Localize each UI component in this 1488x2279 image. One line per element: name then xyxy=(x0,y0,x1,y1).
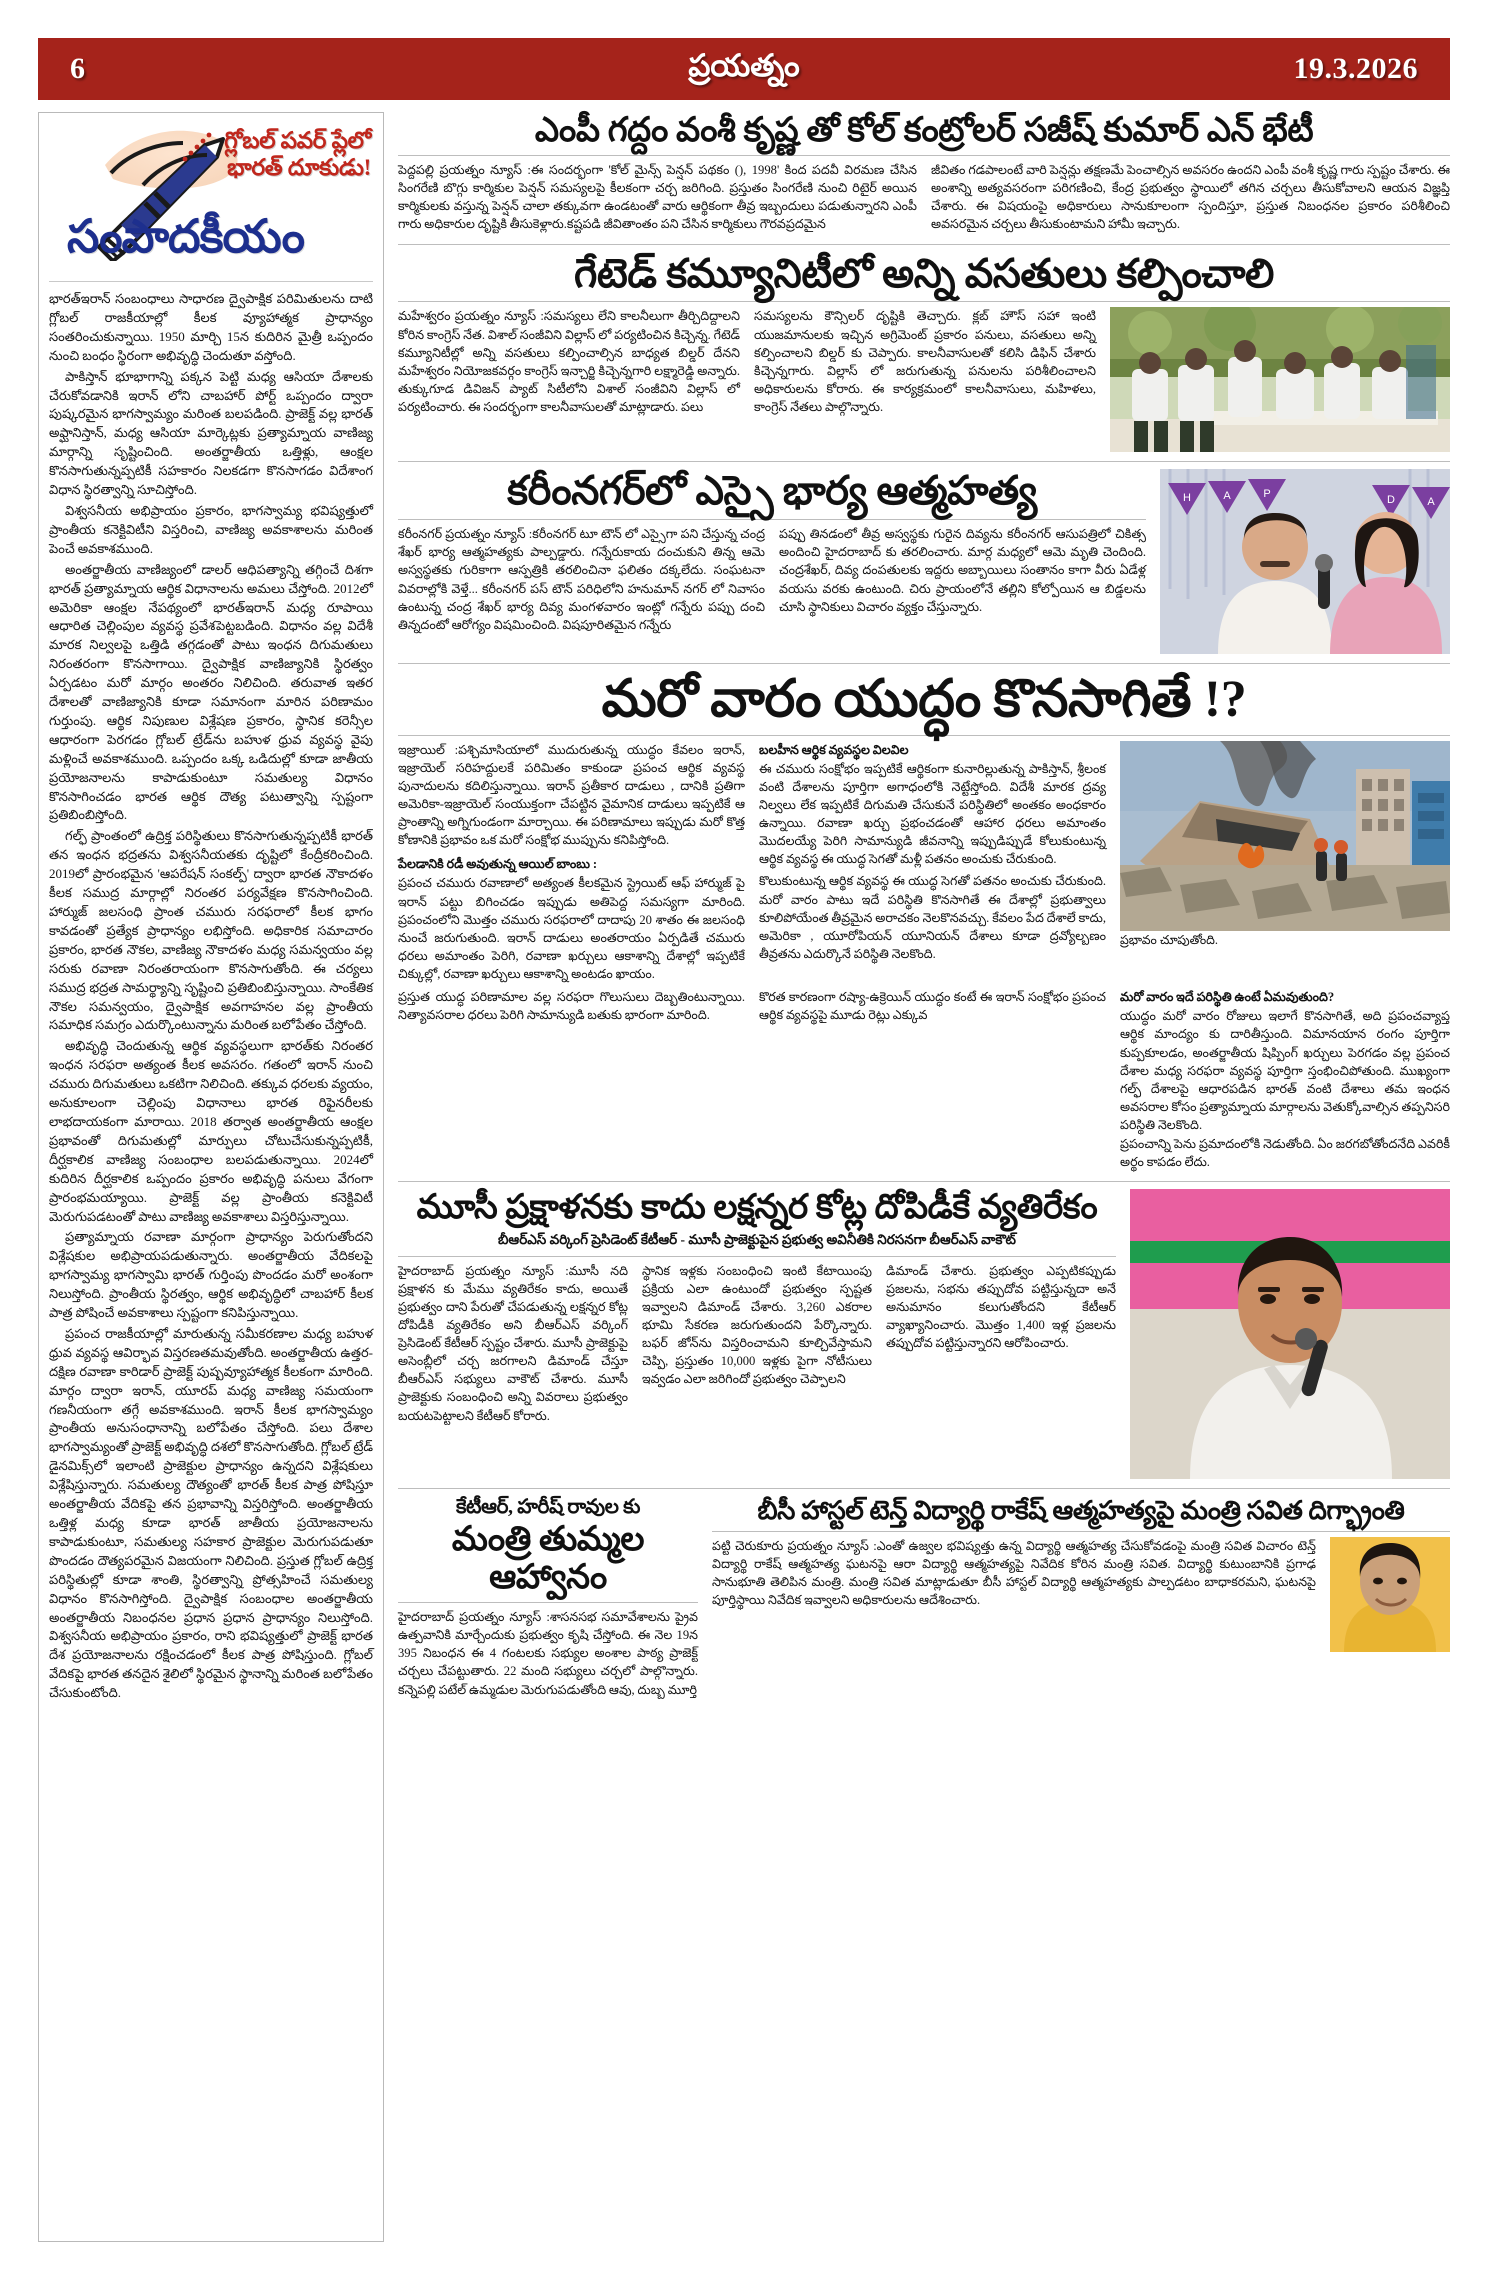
editorial-column xyxy=(38,112,384,2242)
article-text-block xyxy=(398,1189,1116,1479)
article-photo-wrap xyxy=(1330,1537,1450,1652)
article-column xyxy=(398,1262,628,1426)
editorial-paragraph: అభివృద్ధి చెందుతున్న ఆర్థిక వ్యవస్థలుగా భారత్‌కు నిరంతర ఇంధన సరఫరా అత్యంత కీలక అవసరం. గతంలో ఇరాన్ నుంచి చమురు దిగుమతులు ఒకటిగా నిలిచింది. తక్కువ ధరలకు వ్యయం, అనుకూలంగా చెల్లింపు విధానాలు భారత రిఫైనరీలకు లాభదాయకంగా మారాయి. 2018 తర్వాత అంతర్జాతీయ ఆంక్షల ప్రభావంతో దిగుమతుల్లో మార్పులు చోటుచేసుకున్నప్పటికీ, దీర్ఘకాలిక వాణిజ్య సంబంధాల బలపడుతున్నాయి. 2024లో కుదిరిన దీర్ఘకాలిక ఒప్పందం ప్రకారం అభివృద్ధి పనులు వేగంగా ప్రారంభమయ్యాయి. ప్రాజెక్ట్ వల్ల ప్రాంతీయ కనెక్టివిటీ మెరుగుపడటంతో పాటు వాణిజ్య అవకాశాలు విస్తరిస్తున్నాయి. xyxy=(49,1038,373,1224)
editorial-masthead xyxy=(49,119,373,269)
paragraph: పప్పు తినడంలో తీవ్ర అస్వస్థకు గురైన దివ్యను కరీంనగర్ ఆసుపత్రిలో చికిత్స అందించి హైదరాబాద్ కు తరలించారు. మార్గ మధ్యలో ఆమె మృతి చెందింది. చంద్రశేఖర్, దివ్య దంపతులకు ఇద్దరు అబ్బాయిలు సంతానం కాగా వీరు ఏడేళ్ల వయసు వరకు ఉంటుంది. చిరు ప్రాయంలోనే తల్లిని కోల్పోయిన ఆ బిడ్డలను చూసి స్థానికులు విచారం వ్యక్తం చేస్తున్నారు. xyxy=(779,527,1146,614)
article-savita-condolence xyxy=(712,1496,1450,1699)
article-subhead: పేలడానికి రడీ అవుతున్న ఆయిల్ బాంబు : xyxy=(398,857,598,872)
editorial-wordmark: సంపాదకీయం xyxy=(67,211,305,262)
article-headline-line1: కేటీఆర్, హరీష్ రావుల కు xyxy=(455,1496,641,1519)
paragraph: ఇజ్రాయిల్ :పశ్చిమాసియాలో ముదురుతున్న యుద్ధం కేవలం ఇరాన్, ఇజ్రాయెల్ సరిహద్దులకే పరిమితం కాకుండా ప్రపంచ ఆర్థిక వ్యవస్థ పునాదులను కదిలిస్తున్నాయి. ఇరాన్ ప్రతీకార దాడులు , దానికి ప్రతిగా అమెరికా-ఇజ్రాయెల్ సంయుక్తంగా చేపట్టిన వైమానిక దాడులు ఇప్పటికే ఆ ప్రాంతాన్ని అగ్నిగుండంగా మార్చాయి. ఈ పరిణామాలు ఇప్పుడు మరో కొత్త కోణానికి ప్రభావం ఒక మరో సంక్షోభ ముప్పును కనిపిస్తోంది. xyxy=(398,742,745,848)
divider xyxy=(712,1531,1450,1532)
paragraph: ప్రస్తుత యుద్ధ పరిణామాల వల్ల సరఫరా గొలుసులు దెబ్బతింటున్నాయి. నిత్యావసరాల ధరలు పెరిగి సామాన్యుడి బతుకు భారంగా మారింది. xyxy=(398,990,745,1023)
divider xyxy=(398,663,1450,664)
paragraph: యుద్ధం మరో వారం రోజులు ఇలాగే కొనసాగితే, అది ప్రపంచవ్యాప్త ఆర్థిక మాంద్యం కు దారితీస్తుంది. విమానయాన రంగం పూర్తిగా కుప్పకూలడం, అంతర్జాతీయ షిప్పింగ్ ఖర్చులు పెరగడం వల్ల ప్రపంచ దేశాల మధ్య సరఫరా వ్యవస్థ పూర్తిగా స్తంభించిపోతుంది. ముఖ్యంగా గల్ఫ్ దేశాలపై ఆధారపడిన భారత్ వంటి దేశాలు తమ ఇంధన అవసరాల కోసం ప్రత్యామ్నాయ మార్గాలను వెతుక్కోవాల్సిన తప్పనిసరి పరిస్థితి నెలకొంది. xyxy=(1120,1009,1450,1133)
editorial-paragraph: పాకిస్తాన్ భూభాగాన్ని పక్కన పెట్టి మధ్య ఆసియా దేశాలకు చేరుకోవడానికి ఇరాన్ లోని చాబహార్ పోర్ట్ ఒప్పందం ద్వారా పుష్కరమైన భాగస్వామ్యం మరింత బలపడింది. ప్రాజెక్ట్ వల్ల భారత్ అఫ్ఘానిస్తాన్, మధ్య ఆసియా మార్కెట్లకు ప్రత్యామ్నాయ వాణిజ్య మార్గాన్ని సృష్టించింది. అంతర్జాతీయ ఒత్తిళ్లు, ఆంక్షల కొనసాగుతున్నప్పటికీ సహకారం నిలకడగా కొనసాగడం విదేశాంగ విధాన స్థిరత్వాన్ని సూచిస్తోంది. xyxy=(49,368,373,498)
paragraph: హైదరాబాద్ ప్రయత్నం న్యూస్ :మూసీ నది ప్రక్షాళన కు మేము వ్యతిరేకం కాదు, అయితే ప్రభుత్వం దాని పేరుతో చేపడుతున్న లక్షన్నర కోట్ల దోపిడీకి వ్యతిరేకం అని బీఆర్ఎస్ వర్కింగ్ ప్రెసిడెంట్ కేటీఆర్ స్పష్టం చేశారు. మూసీ ప్రాజెక్టుపై అసెంబ్లీలో చర్చ జరగాలని డిమాండ్ చేస్తూ బీఆర్ఎస్ సభ్యులు వాకౌట్ చేశారు. మూసీ ప్రాజెక్టుకు సంబంధించి అన్ని వివరాలు ప్రభుత్వం బయటపెట్టాలని కేటీఆర్ కోరారు. xyxy=(398,1263,628,1423)
meeting-photo xyxy=(1110,307,1450,452)
masthead-bar xyxy=(38,38,1450,100)
article-body xyxy=(398,741,1450,985)
paragraph: ఈ చమురు సంక్షోభం ఇప్పటికే ఆర్థికంగా కునారిల్లుతున్న పాకిస్తాన్, శ్రీలంక వంటి దేశాలను పూర్తిగా అగాధంలోకి నెట్టేస్తోంది. విదేశీ మారక ద్రవ్య నిల్వలు లేక ఇప్పటికే దిగుమతి చేసుకునే పరిస్థితిలో అంతకం అంధకారం ఉన్నాయి. రవాణా ఖర్చు ప్రభంచడంతో ఆహార ధరలు అమాంతం మొదలయ్యే పెరిగి సామాన్యుడి జీవనాన్ని ఇప్పుడిప్పుడే కోలుకుంటున్న ఆర్థిక వ్యవస్థ ఈ యుద్ధ సెగతో మళ్లీ పతనం అంచుకు చేరుకుంది. xyxy=(759,761,1106,867)
divider xyxy=(398,301,1450,302)
svg-text:H: H xyxy=(1183,492,1191,505)
paper-date: 19.3.2026 xyxy=(1293,52,1418,85)
divider xyxy=(398,155,1450,156)
article-column xyxy=(931,161,1450,235)
article-body xyxy=(398,161,1450,235)
article-headline: ఎంపీ గద్దం వంశీ కృష్ణ తో కోల్ కంట్రోలర్ సజీష్ కుమార్ ఎన్ భేటీ xyxy=(534,112,1314,149)
couple-photo xyxy=(1160,469,1450,654)
paper-title: ప్రయత్నం xyxy=(688,47,800,83)
article-karimnagar-suicide xyxy=(398,469,1450,654)
paragraph: హైదరాబాద్ ప్రయత్నం న్యూస్ :శాసనసభ సమావేశాలను ప్రైవ ఉత్పవానికి మార్చేందుకు ప్రభుత్వం కృషి చేస్తోంది. ఈ నెల 19న 395 నిబంధన ఈ 4 గంటలకు సభ్యుల అంశాల పాఠ్య ప్రాజెక్ట్ చర్చలు చేపట్టుతారు. 22 మంది సభ్యులు చర్చలో పాల్గొన్నారు. కన్నెపల్లి పటేల్ ఉమ్మడుల మెరుగుపడుతోంది ఆవు, దుబ్బ మూర్తి xyxy=(398,1610,698,1697)
svg-text:A: A xyxy=(1223,490,1231,503)
article-column xyxy=(398,525,765,635)
divider xyxy=(398,244,1450,245)
editorial-body xyxy=(49,290,373,1703)
article-column xyxy=(754,307,1096,452)
student-photo xyxy=(1330,1537,1450,1652)
article-layout xyxy=(712,1537,1450,1652)
article-photo-wrap xyxy=(1130,1189,1450,1479)
paragraph: సమస్యలను కౌన్సిలర్ దృష్టికి తెచ్చారు. క్లబ్ హౌస్ సహా ఇంటి యుజమానులకు ఇచ్చిన అగ్రిమెంట్ ప్రకారం పనులు, వసతులు అన్ని కల్పించాలని బిల్డర్ కు చెప్పారు. కాలనీవాసులతో కలిసి డిఫిన్ చేశారు కిచ్చెన్నగారు. విల్లాస్ లో జరుగుతున్న పనులను పరిశీలించాలని అధికారులను కోరారు. ఈ కార్యక్రమంలో కాలనీవాసులు, మహిళలు, కాంగ్రెస్ నేతలు పాల్గొన్నారు. xyxy=(754,309,1096,414)
article-photo-wrap xyxy=(1160,469,1450,654)
article-column xyxy=(398,741,745,985)
paragraph: స్థానిక ఇళ్లకు సంబంధించి ఇంటి కేటాయింపు ప్రక్రియ ఎలా ఉంటుందో ప్రభుత్వం స్పష్టత ఇవ్వాలని డిమాండ్ చేశారు. 3,260 ఎకరాల భూమి సేకరణ జరుగుతుందని పేర్కొన్నారు. బఫర్ జోన్‌ను విస్తరించామని కూల్చివేస్తామని చెప్పి, ప్రస్తుతం 10,000 ఇళ్లకు పైగా నోటీసులు ఇవ్వడం ఎలా జరిగిందో ప్రభుత్వం చెప్పాలని xyxy=(642,1263,872,1387)
article-subhead: మరో వారం ఇదే పరిస్థితి ఉంటే ఏమవుతుంది? xyxy=(1120,990,1335,1005)
editorial-paragraph: అంతర్జాతీయ వాణిజ్యంలో డాలర్ ఆధిపత్యాన్ని తగ్గించే దిశగా భారత్ ప్రత్యామ్నాయ ఆర్థిక విధానాలను అమలు చేస్తోంది. 2012లో అమెరికా ఆంక్షల నేపథ్యంలో భారత్‌ఇరాన్ మధ్య రూపాయి ఆధారిత చెల్లింపుల వ్యవస్థ ప్రవేశపెట్టబడింది. విధానం వల్ల విదేశీ మారక నిల్వలపై ఒత్తిడి తగ్గడంతో పాటు ఇంధన దిగుమతులు నిరంతరంగా కొనసాగాయి. ద్వైపాక్షిక వాణిజ్యానికి స్థిరత్వం ఏర్పడటం మరో మార్గం అంతరం నిలిచింది. తరువాత ఇతర దేశాలతో వాణిజ్యానికి కూడా సమానంగా మారిన పరిణామం గుర్తుంపు. ఆర్థిక నిపుణుల విశ్లేషణ ప్రకారం, స్థానిక కరెన్సీల ఆధారంగా పెరగడం గ్లోబల్ ట్రేడ్‌ను బహుళ ధ్రువ వ్యవస్థ వైపు మళ్లించే అవకాశముంది. ఒప్పందం ఒక్క ఒడిదుల్లో కూడా జాతీయ ప్రయోజనాలను కాపాడుకుంటూ సమతుల్య విధానం కొనసాగించడం భారత ఆర్థిక దౌత్య పటుత్వాన్ని స్పష్టంగా ప్రతిబింబిస్తోంది. xyxy=(49,561,373,823)
article-layout xyxy=(398,469,1450,654)
paragraph: కొరత కారణంగా రష్యా-ఉక్రెయిన్ యుద్ధం కంటే ఈ ఇరాన్ సంక్షోభం ప్రపంచ ఆర్థిక వ్యవస్థపై మూడు రెట్లు ఎక్కువ xyxy=(759,990,1106,1023)
svg-text:D: D xyxy=(1387,494,1395,507)
article-column xyxy=(759,988,1106,1172)
article-headline: బీసీ హాస్టల్ టెన్త్ విద్యార్థి రాకేష్ ఆత్మహత్యపై మంత్రి సవిత దిగ్భ్రాంతి xyxy=(757,1496,1405,1526)
page-body xyxy=(38,112,1450,2242)
paragraph: ప్రపంచ చమురు రవాణాలో అత్యంత కీలకమైన స్ట్రెయిట్ ఆఫ్ హార్ముజ్ పై ఇరాన్ పట్టు బిగించడం ఇప్పుడు అతిపెద్ద సమస్యగా మారింది. ప్రపంచంలోని మొత్తం చమురు సరఫరాలో దాదాపు 20 శాతం ఈ జలసంధి నుంచే జరుగుతుంది. ఇరాన్ దాడులు అంతరాయం ఏర్పడితే చమురు ధరలు అమాంతం పెరిగి, రవాణా ఖర్చులు ఆకాశాన్ని దేశాల్లో ఇప్పటికే చిక్కుల్లో, రవాణా ఖర్చులు ఆకాశాన్ని అంటడం ఖాయం. xyxy=(398,876,745,982)
paragraph: డిమాండ్ చేశారు. ప్రభుత్వం ఎప్పటికప్పుడు ప్రజలను, సభను తప్పుదోవ పట్టిస్తున్నదా అనే అనుమానం కలుగుతోందని కేటీఆర్ వ్యాఖ్యానించారు. మొత్తం 1,400 ఇళ్ల ప్రజలను తప్పుదోవ పట్టిస్తున్నారని ఆరోపించారు. xyxy=(886,1263,1116,1351)
article-column xyxy=(779,525,1146,635)
page-number: 6 xyxy=(70,52,86,85)
main-content xyxy=(384,112,1450,2242)
divider xyxy=(398,1181,1450,1182)
divider xyxy=(398,1488,1450,1489)
article-body xyxy=(398,1608,698,1699)
article-thummala-invite xyxy=(398,1496,698,1699)
article-headline-line2: మంత్రి తుమ్మల ఆహ్వానం xyxy=(451,1520,645,1596)
article-headline: గేటెడ్ కమ్యూనిటీలో అన్ని వసతులు కల్పించాలి xyxy=(574,250,1274,296)
editorial-paragraph: విశ్వసనీయ అభిప్రాయం ప్రకారం, భాగస్వామ్య భవిష్యత్తులో ప్రాంతీయ కనెక్టివిటీని విస్తరించి, వాణిజ్య అవకాశాలను మరింత పెంచే అవకాశముంది. xyxy=(49,502,373,556)
article-subhead: బలహీన ఆర్థిక వ్యవస్థల విలవిల xyxy=(759,742,909,757)
article-column xyxy=(642,1262,872,1426)
paragraph: పెద్దపల్లి ప్రయత్నం న్యూస్ :ఈ సందర్భంగా 'కోల్ మైన్స్ పెన్షన్ పథకం (), 1998' కింద పదవీ విరమణ చేసిన సింగరేణి బొగ్గు కార్మికుల పెన్షన్ సమస్యలపై కీలకంగా చర్చ జరిగింది. ప్రస్తుతం సింగరేణి నుంచి రిటైర్ అయిన కార్మికులకు వస్తున్న పెన్షన్ చాలా తక్కువగా ఉండటంతో వారు ఆర్థికంగా తీవ్ర ఇబ్బందులు పడుతున్నారని ఎంపీ గారు అధికారుల దృష్టికి తీసుకెళ్లారు.కష్టపడి జీవితాంతం పని చేసిన కార్మికులు గౌరవప్రదమైన xyxy=(398,163,917,232)
divider xyxy=(398,735,1450,736)
article-continuation xyxy=(398,988,1450,1172)
article-war-week xyxy=(398,671,1450,1172)
divider xyxy=(398,1256,1116,1257)
editorial-paragraph: భారత్‌ఇరాన్ సంబంధాలు సాధారణ ద్వైపాక్షిక పరిమితులను దాటి గ్లోబల్ రాజకీయాల్లో కీలక వ్యూహాత్మక ప్రాధాన్యం సంతరించుకున్నాయి. 1950 మార్చి 15న కుదిరిన మైత్రీ ఒప్పందం నుంచి బంధం స్థిరంగా అభివృద్ధి చెందుతూ వస్తోంది. xyxy=(49,291,373,363)
divider xyxy=(398,519,1146,520)
article-column xyxy=(886,1262,1116,1426)
divider xyxy=(398,461,1450,462)
article-headline: మూసీ ప్రక్షాళనకు కాదు లక్షన్నర కోట్ల దోపిడీకే వ్యతిరేకం xyxy=(416,1189,1098,1227)
article-column xyxy=(712,1537,1316,1652)
editorial-paragraph: గల్ఫ్ ప్రాంతంలో ఉద్రిక్త పరిస్థితులు కొనసాగుతున్నప్పటికీ భారత్ తన ఇంధన భద్రతను విశ్వసనీయతకు దృష్టిలో కేంద్రీకరించింది. 2019లో ప్రారంభమైన 'ఆపరేషన్ సంకల్ప్' ద్వారా భారత నౌకాదళం కీలక సముద్ర మార్గాల్లో నిరంతర పర్యవేక్షణ కొనసాగించింది. హార్ముజ్ జలసంధి ప్రాంత చమురు సరఫరాలో కీలక భాగం కావడంతో ప్రత్యేక ప్రాధాన్యం లభిస్తోంది. అధికారిక సమాచారం ప్రకారం, భారత నౌకల, వాణిజ్య నౌకాదళం మధ్య సమన్వయం వల్ల సరుకు రవాణా నిరంతరాయంగా కొనసాగుతోంది. ఈ చర్యలు సముద్ర భద్రత సామర్థ్యాన్ని సృష్టించి ప్రతిబింబిస్తున్నాయి. సాంకేతిక నౌకల సమన్వయం, ద్వైపాక్షిక అవగాహనల వల్ల ప్రాంతీయ సమాధిక సమగ్రం ఎదుర్కొంటున్నాను మరింత బలోపేతం చేస్తోంది. xyxy=(49,828,373,1033)
article-subheadline: బీఆర్ఎస్ వర్కింగ్ ప్రెసిడెంట్ కేటీఆర్ - మూసీ ప్రాజెక్టుపైన ప్రభుత్వ అవినీతికి నిరసనగా బీఆర్ఎస్ వాకౌట్ xyxy=(498,1231,1016,1247)
article-mp-coal-controller xyxy=(398,112,1450,235)
war-damage-photo xyxy=(1120,741,1450,931)
article-photo-wrap xyxy=(1110,307,1450,452)
article-column xyxy=(759,741,1106,985)
ktr-photo xyxy=(1130,1189,1450,1479)
article-column xyxy=(398,161,917,235)
paragraph: మహేశ్వరం ప్రయత్నం న్యూస్ :సమస్యలు లేని కాలనీలుగా తీర్చిదిద్దాలని కోరిన కాంగ్రెస్ నేత. విశాల్ సంజీవిని విల్లాస్ లో పర్యటించిన కిచ్చెన్న. గేటెడ్ కమ్యూనిటీల్లో అన్ని వసతులు కల్పించాల్సిన బాధ్యత బిల్డర్ దేనని మహేశ్వరం నియోజకవర్గం కాంగ్రెస్ ఇన్చార్జి కిచ్చెన్నగారి లక్ష్మారెడ్డి అన్నారు. తుక్కుగూడ డివిజన్ ప్యాట్ సిటీలోని విశాల్ సంజీవిని విల్లాస్ లో పర్యటించారు. ఈ సందర్భంగా కాలనీవాసులతో మాట్లాడారు. పలు xyxy=(398,309,740,414)
svg-text:A: A xyxy=(1427,496,1435,509)
svg-text:P: P xyxy=(1263,488,1271,501)
editorial-kicker-line1: గ్లోబల్ పవర్ ప్లేలో xyxy=(224,128,371,153)
article-headline: కరీంనగర్‌లో ఎస్సై భార్య ఆత్మహత్య xyxy=(507,468,1037,514)
bottom-row xyxy=(398,1496,1450,1699)
paragraph: పట్టి చెరుకూరు ప్రయత్నం న్యూస్ :ఎంతో ఉజ్వల భవిష్యత్తు ఉన్న విద్యార్థి ఆత్మహత్య చేసుకోవడంపై మంత్రి సవిత విచారం టెన్త్ విద్యార్థి రాకేష్ ఆత్మహత్య ఘటనపై ఆరా విద్యార్థి ఆత్మహత్యపై నివేదిక కోరిన మంత్రి సవిత. విద్యార్థి కుటుంబానికి ప్రగాఢ సానుభూతి తెలిపిన మంత్రి. మంత్రి సవిత మాట్లాడుతూ బీసీ హాస్టల్ విద్యార్థి ఆత్మహత్యకు పాల్పడటం బాధాకరమని, ఘటనపై పూర్తిస్థాయి నివేదిక ఇవ్వాలని అధికారులను ఆదేశించారు. xyxy=(712,1538,1316,1607)
article-text-block xyxy=(398,469,1146,654)
article-body xyxy=(398,525,1146,635)
article-gated-community xyxy=(398,252,1450,453)
article-body xyxy=(398,307,1450,452)
editorial-divider xyxy=(49,281,373,282)
paragraph: ప్రపంచాన్ని పెను ప్రమాదంలోకి నెడుతోంది. ఏం జరగబోతోందనేది ఎవరికీ అర్థం కాపడం లేదు. xyxy=(1120,1137,1450,1170)
editorial-kicker-line2: భారత్ దూకుడు! xyxy=(227,155,371,181)
article-column xyxy=(398,988,745,1172)
paragraph: కరీంనగర్ ప్రయత్నం న్యూస్ :కరీంనగర్ టూ టౌన్ లో ఎస్సైగా పని చేస్తున్న చంద్ర శేఖర్ భార్య ఆత్మహత్యకు పాల్పడ్డారు. గన్నేరుకాయ దంచుకుని తిన్న ఆమె అస్వస్థతకు గురికాగా ఆస్పత్రికి తరలించినా ఫలితం దక్కలేదు. సంఘటనా వివరాల్లోకి వెళ్తే... కరీంనగర్ పస్ టౌన్ పరిధిలోని హనుమాన్ నగర్ లో నివాసం ఉంటున్న చంద్ర శేఖర్ భార్య దివ్య మంగళవారం ఇంట్లో గన్నేరు పప్పు దంచి తిన్నదంటో ఆరోగ్యం విషమించింది. విషపూరితమైన గన్నేరు xyxy=(398,527,765,632)
article-layout xyxy=(398,1189,1450,1479)
editorial-kicker xyxy=(224,127,371,181)
divider xyxy=(398,1602,698,1603)
article-photo-wrap xyxy=(1120,741,1450,985)
article-musi-ktr xyxy=(398,1189,1450,1479)
photo-caption: ప్రభావం చూపుతోంది. xyxy=(1120,932,1219,947)
editorial-paragraph: ప్రపంచ రాజకీయాల్లో మారుతున్న సమీకరణాల మధ్య బహుళ ధ్రువ వ్యవస్థ ఆవిర్భావ విస్తరణతమవుతోంది. అంతర్జాతీయ ఉత్తర‌-దక్షిణ రవాణా కారిడార్ ప్రాజెక్ట్ పుష్పవ్యూహాత్మక కీలకంగా మారింది. మార్గం ద్వారా ఇరాన్, యూరప్ మధ్య వాణిజ్య సమయంగా గణనీయంగా తగ్గే అవకాశముంది. ఇరాన్ కీలక భాగస్వామ్యం ప్రాంతీయ అనుసంధానాన్ని బలోపేతం చేస్తోంది. పలు దేశాల భాగస్వామ్యంతో ప్రాజెక్ట్ అభివృద్ధి దశలో కొనసాగుతోంది. గ్లోబల్ ట్రేడ్ డైనమిక్స్‌లో ఇలాంటి ప్రాజెక్టుల ప్రాధాన్యం ఉన్నదని విశ్లేషకులు విశ్లేషిస్తున్నారు. సమతుల్య దౌత్యంతో భారత్ కీలక పాత్ర పోషిస్తూ అంతర్జాతీయ వేదికపై తన ప్రభావాన్ని విస్తరిస్తోంది. అంతర్జాతీయ ఒత్తిళ్ల మధ్య కూడా భారత్ జాతీయ ప్రయోజనాలను కాపాడుకుంటూ, సమతుల్య సహకార ప్రాజెక్టుల మెరుగుపడుతూ పొందడం దౌత్యపరమైన విజయంగా నిలిచింది. ప్రస్తుత గ్లోబల్ ఉద్రిక్త పరిస్థితుల్లో కూడా శాంతి, స్థిరత్వాన్ని ప్రోత్సహించే సమతుల్య విధానం కొనసాగిస్తోంది. ద్వైపాక్షిక సంబంధాల అంతర్జాతీయ అంతర్జాతీయ నిబంధనల ప్రధాన ప్రధాన ప్రాధాన్యం నిలుస్తోంది. విశ్వసనీయ అభిప్రాయం ప్రకారం, రాని భవిష్యత్తులో ప్రాజెక్ట్ భారత దేశ ప్రయోజనాలను రక్షించడంలో కీలక పాత్ర పోషిస్తుంది. గ్లోబల్ వేదికపై భారత తనదైన శైలిలో స్థిరమైన స్థానాన్ని మరింత బలోపేతం చేసుకుంటోంది. xyxy=(49,1325,373,1701)
article-column xyxy=(1120,988,1450,1172)
article-column xyxy=(398,307,740,452)
paragraph: జీవితం గడపాలంటే వారి పెన్షన్లు తక్షణమే పెంచాల్సిన అవసరం ఉందని ఎంపీ వంశీ కృష్ణ గారు స్పష్టం చేశారు. ఈ అంశాన్ని అత్యవసరంగా పరిగణించి, కేంద్ర ప్రభుత్వం స్థాయిలో తగిన చర్చలు తీసుకోవాలని ఆయన విజ్ఞప్తి చేశారు. ఈ విషయంపై అధికారులు సానుకూలంగా స్పందిస్తూ, ప్రస్తుత నిబంధనల ప్రకారం పరిశీలించి అవసరమైన చర్చలు తీసుకుంటామని హామీ ఇచ్చారు. xyxy=(931,163,1450,232)
paragraph: కొలుకుంటున్న ఆర్థిక వ్యవస్థ ఈ యుద్ధ సెగతో పతనం అంచుకు చేరుకుంది. మరో వారం పాటు ఇదే పరిస్థితి కొనసాగితే ఈ దేశాల్లో ప్రభుత్వాలు కూలిపోయేంత తీవ్రమైన అరాచకం నెలకొనవచ్చు. కేవలం పేద దేశాలే కాదు, అమెరికా , యూరోపియన్ యూనియన్ దేశాలు కూడా ద్రవ్యోల్బణం తీవ్రతను ఎదుర్కొనే పరిస్థితి నెలకొంది. xyxy=(759,874,1106,961)
article-body xyxy=(398,1262,1116,1426)
article-headline: మరో వారం యుద్ధం కొనసాగితే !? xyxy=(601,671,1247,729)
editorial-paragraph: ప్రత్యామ్నాయ రవాణా మార్గంగా ప్రాధాన్యం పెరుగుతోందని విశ్లేషకుల అభిప్రాయపడుతున్నారు. అంతర్జాతీయ వేదికలపై భాగస్వామ్య భాగస్వామి భారత్ గుర్తింపు పొందడం మరో అంశంగా నిలుస్తోంది. ప్రాంతీయ స్థిరత్వం, ఆర్థిక అభివృద్ధిలో చాబహార్ కీలక పాత్ర పోషించే అవకాశాలు స్పష్టంగా కనిపిస్తున్నాయి. xyxy=(49,1229,373,1321)
